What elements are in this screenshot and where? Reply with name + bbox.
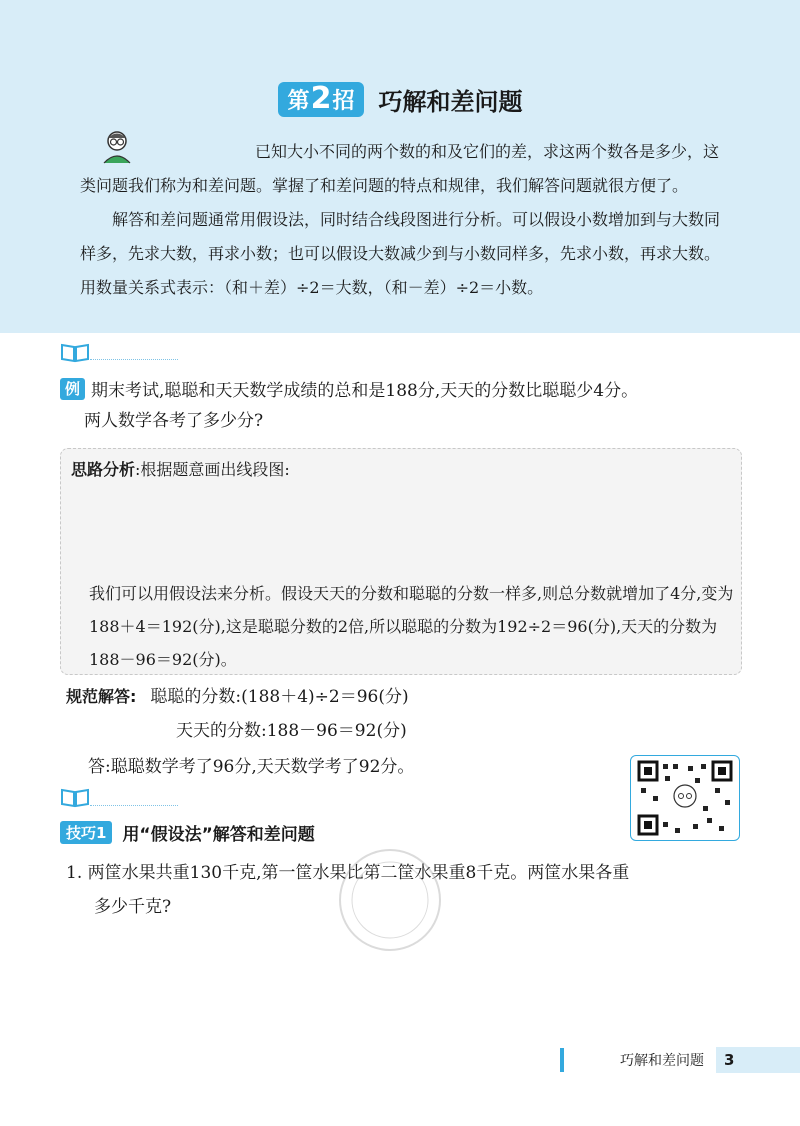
badge-number: 2 [310, 81, 332, 116]
intro-text [80, 135, 730, 305]
intro-paragraph-2: 解答和差问题通常用假设法，同时结合线段图进行分析。可以假设小数增加到与大数同样多，先求大数，再求小数；也可以假设大数减少到与小数同样多，先求小数，再求大数。用数量关系式表示：（和＋差）÷2＝大数，（和－差）÷2＝小数。 [80, 210, 721, 297]
analysis-paragraph: 我们可以用假设法来分析。假设天天的分数和聪聪的分数一样多,则总分数就增加了4分,变为188＋4＝192(分),这是聪聪分数的2倍,所以聪聪的分数为192÷2＝96(分),天天的分数为188－96＝92(分)。 [89, 584, 734, 669]
skill-badge: 技巧1 [60, 821, 112, 844]
analysis-label: 思路分析 [71, 460, 136, 479]
solution-label: 规范解答: [66, 687, 137, 706]
skill-heading [60, 820, 315, 845]
solution-answer: 答:聪聪数学考了96分,天天数学考了92分。 [88, 757, 415, 777]
problem-line-2: 多少千克? [94, 897, 172, 917]
footer-accent-bar [560, 1048, 564, 1072]
example-line-2: 两人数学各考了多少分? [84, 411, 264, 431]
skill-title: 用“假设法”解答和差问题 [122, 825, 315, 845]
open-book-icon-2 [60, 786, 90, 808]
chapter-badge [278, 82, 365, 117]
title-row [0, 82, 800, 117]
page-title: 巧解和差问题 [378, 88, 523, 116]
problem-line-1: 1. 两筐水果共重130千克,第一筐水果比第二筐水果重8千克。两筐水果各重 [66, 863, 630, 883]
badge-prefix: 第 [287, 89, 310, 114]
badge-suffix: 招 [332, 89, 355, 114]
example-line-1: 期末考试,聪聪和天天数学成绩的总和是188分,天天的分数比聪聪少4分。 [91, 381, 639, 401]
open-book-icon [60, 341, 90, 363]
analysis-body [89, 577, 737, 676]
analysis-box [60, 448, 742, 675]
divider-2 [90, 805, 178, 806]
qr-code[interactable] [630, 755, 740, 841]
solution-line-1: 聪聪的分数:(188＋4)÷2＝96(分) [150, 687, 409, 707]
intro-paragraph-1: 已知大小不同的两个数的和及它们的差，求这两个数各是多少，这类问题我们称为和差问题。掌握了和差问题的特点和规律，我们解答问题就很方便了。 [80, 142, 720, 195]
watermark-stamp-icon [330, 840, 450, 960]
solution [66, 680, 414, 784]
example-badge: 例 [60, 378, 85, 400]
footer-section-title: 巧解和差问题 [620, 1053, 704, 1069]
solution-line-2: 天天的分数:188－96＝92(分) [176, 721, 407, 741]
qr-pattern-icon [631, 756, 739, 840]
analysis-label-rest: :根据题意画出线段图: [135, 460, 290, 479]
divider [90, 359, 178, 360]
example [60, 376, 760, 436]
page-number: 3 [716, 1047, 800, 1073]
analysis-title [71, 457, 290, 480]
